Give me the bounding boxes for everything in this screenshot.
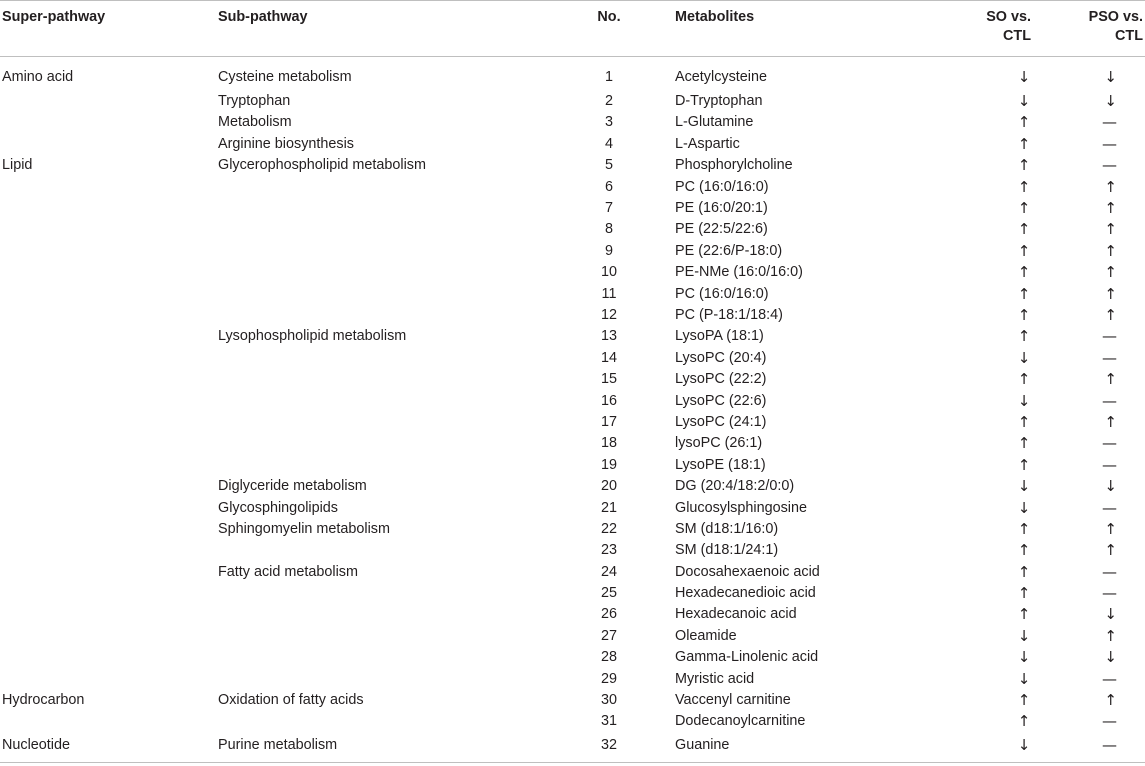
cell-no: 14 bbox=[600, 349, 617, 366]
cell-metabolite: Hexadecanedioic acid bbox=[675, 585, 816, 602]
cell-super-pathway bbox=[0, 304, 218, 325]
cell-super-pathway bbox=[0, 262, 218, 283]
cell-sub-pathway bbox=[218, 668, 543, 689]
cell-metabolite: PC (P-18:1/18:4) bbox=[675, 306, 783, 323]
cell-so-vs-ctl: ↓ bbox=[1017, 348, 1031, 367]
cell-metabolite: Guanine bbox=[675, 732, 919, 762]
cell-no: 4 bbox=[604, 135, 613, 152]
table-row bbox=[0, 90, 1145, 111]
table-row bbox=[0, 711, 1145, 732]
cell-sub-pathway bbox=[218, 390, 543, 411]
cell-metabolite: LysoPC (22:2) bbox=[675, 371, 767, 388]
cell-super-pathway bbox=[0, 368, 218, 389]
cell-no: 7 bbox=[604, 200, 613, 217]
table-row bbox=[0, 133, 1145, 154]
cell-pso-vs-ctl: ↑ bbox=[1104, 177, 1117, 196]
cell-so-vs-ctl: ↓ bbox=[1017, 648, 1031, 667]
cell-no: 21 bbox=[600, 499, 617, 516]
cell-metabolite: PE (16:0/20:1) bbox=[675, 200, 768, 217]
table-row bbox=[0, 283, 1145, 304]
header-so-vs-ctl-line2: CTL bbox=[1003, 28, 1031, 44]
cell-so-vs-ctl: ↑ bbox=[1017, 562, 1031, 581]
cell-pso-vs-ctl: — bbox=[1102, 113, 1117, 132]
cell-so-vs-ctl: ↑ bbox=[1017, 434, 1031, 453]
cell-no: 16 bbox=[600, 392, 617, 409]
cell-no: 28 bbox=[600, 649, 617, 666]
cell-sub-pathway bbox=[218, 283, 543, 304]
cell-metabolite: PC (16:0/16:0) bbox=[675, 178, 769, 195]
cell-sub-pathway bbox=[218, 219, 543, 240]
cell-metabolite: PE (22:6/P-18:0) bbox=[675, 242, 783, 259]
cell-metabolite: D-Tryptophan bbox=[675, 93, 763, 110]
cell-super-pathway bbox=[0, 112, 218, 133]
cell-super-pathway: Lipid bbox=[2, 157, 33, 174]
cell-sub-pathway: Cysteine metabolism bbox=[218, 68, 352, 85]
cell-metabolite: Glucosylsphingosine bbox=[675, 499, 807, 516]
cell-sub-pathway: Lysophospholipid metabolism bbox=[218, 328, 407, 345]
cell-pso-vs-ctl: ↑ bbox=[1104, 412, 1117, 431]
cell-so-vs-ctl: ↑ bbox=[1017, 134, 1031, 153]
cell-super-pathway bbox=[0, 90, 218, 111]
cell-pso-vs-ctl: ↑ bbox=[1104, 305, 1117, 324]
cell-super-pathway bbox=[0, 133, 218, 154]
cell-pso-vs-ctl: — bbox=[1102, 455, 1117, 474]
cell-sub-pathway: Glycerophospholipid metabolism bbox=[218, 157, 426, 174]
cell-so-vs-ctl: ↑ bbox=[1017, 691, 1031, 710]
cell-metabolite: Dodecanoylcarnitine bbox=[675, 713, 806, 730]
cell-pso-vs-ctl: — bbox=[1102, 712, 1117, 731]
cell-sub-pathway bbox=[218, 304, 543, 325]
table-row bbox=[0, 604, 1145, 625]
cell-sub-pathway bbox=[218, 411, 543, 432]
cell-no: 10 bbox=[600, 264, 617, 281]
cell-sub-pathway bbox=[218, 347, 543, 368]
cell-sub-pathway: Diglyceride metabolism bbox=[218, 478, 367, 495]
table-row bbox=[0, 347, 1145, 368]
cell-so-vs-ctl: ↓ bbox=[1017, 626, 1031, 645]
cell-so-vs-ctl: ↓ bbox=[1017, 391, 1031, 410]
cell-sub-pathway bbox=[218, 262, 543, 283]
cell-sub-pathway bbox=[218, 582, 543, 603]
cell-sub-pathway bbox=[218, 711, 543, 732]
cell-metabolite: lysoPC (26:1) bbox=[675, 435, 763, 452]
cell-no: 31 bbox=[600, 713, 617, 730]
cell-no: 30 bbox=[600, 692, 617, 709]
table-row bbox=[0, 582, 1145, 603]
cell-so-vs-ctl: ↓ bbox=[1017, 477, 1031, 496]
table-row bbox=[0, 112, 1145, 133]
cell-metabolite: PE (22:5/22:6) bbox=[675, 221, 768, 238]
cell-super-pathway bbox=[0, 411, 218, 432]
header-so-vs-ctl-line1: SO vs. bbox=[986, 9, 1031, 25]
cell-so-vs-ctl: ↑ bbox=[1017, 220, 1031, 239]
cell-no: 9 bbox=[604, 242, 613, 259]
cell-pso-vs-ctl: ↑ bbox=[1104, 220, 1117, 239]
table-row bbox=[0, 732, 1145, 762]
table-row bbox=[0, 176, 1145, 197]
cell-super-pathway bbox=[0, 283, 218, 304]
cell-metabolite: Acetylcysteine bbox=[675, 68, 767, 85]
header-pso-vs-ctl bbox=[1059, 1, 1145, 57]
cell-pso-vs-ctl: ↑ bbox=[1104, 263, 1117, 282]
cell-no: 24 bbox=[600, 563, 617, 580]
cell-metabolite: LysoPC (20:4) bbox=[675, 349, 767, 366]
cell-so-vs-ctl: ↓ bbox=[1017, 498, 1031, 517]
cell-no: 27 bbox=[600, 627, 617, 644]
cell-so-vs-ctl: ↑ bbox=[1017, 284, 1031, 303]
cell-sub-pathway bbox=[218, 625, 543, 646]
cell-so-vs-ctl: ↑ bbox=[1017, 113, 1031, 132]
cell-so-vs-ctl: ↓ bbox=[1017, 669, 1031, 688]
cell-sub-pathway: Tryptophan bbox=[218, 93, 291, 110]
cell-pso-vs-ctl: ↑ bbox=[1104, 519, 1117, 538]
cell-pso-vs-ctl: — bbox=[1102, 584, 1117, 603]
cell-so-vs-ctl: ↑ bbox=[1017, 199, 1031, 218]
cell-pso-vs-ctl: — bbox=[1102, 156, 1117, 175]
cell-metabolite: Gamma-Linolenic acid bbox=[675, 649, 819, 666]
cell-no: 29 bbox=[600, 670, 617, 687]
cell-sub-pathway: Sphingomyelin metabolism bbox=[218, 520, 390, 537]
cell-so-vs-ctl: ↑ bbox=[1017, 177, 1031, 196]
table-row bbox=[0, 561, 1145, 582]
cell-pso-vs-ctl: ↑ bbox=[1104, 691, 1117, 710]
cell-metabolite: L-Aspartic bbox=[675, 135, 740, 152]
cell-super-pathway: Nucleotide bbox=[0, 732, 218, 762]
table-row bbox=[0, 475, 1145, 496]
header-metabolites: Metabolites bbox=[675, 1, 919, 57]
table-row bbox=[0, 240, 1145, 261]
cell-super-pathway bbox=[0, 326, 218, 347]
cell-no: 8 bbox=[604, 221, 613, 238]
cell-so-vs-ctl: ↑ bbox=[1017, 305, 1031, 324]
cell-sub-pathway bbox=[218, 176, 543, 197]
cell-so-vs-ctl: ↑ bbox=[1017, 584, 1031, 603]
cell-so-vs-ctl: ↑ bbox=[1017, 156, 1031, 175]
header-so-vs-ctl bbox=[919, 1, 1059, 57]
cell-super-pathway: Hydrocarbon bbox=[2, 692, 85, 709]
table-row bbox=[0, 433, 1145, 454]
cell-sub-pathway bbox=[218, 454, 543, 475]
cell-super-pathway bbox=[0, 497, 218, 518]
cell-metabolite: LysoPA (18:1) bbox=[675, 328, 764, 345]
cell-so-vs-ctl: ↑ bbox=[1017, 241, 1031, 260]
cell-no: 17 bbox=[600, 413, 617, 430]
cell-metabolite: DG (20:4/18:2/0:0) bbox=[675, 478, 795, 495]
cell-pso-vs-ctl: — bbox=[1102, 348, 1117, 367]
cell-pso-vs-ctl: ↑ bbox=[1104, 199, 1117, 218]
cell-pso-vs-ctl: — bbox=[1102, 134, 1117, 153]
cell-pso-vs-ctl: ↑ bbox=[1104, 284, 1117, 303]
cell-no: 26 bbox=[600, 606, 617, 623]
cell-metabolite: Hexadecanoic acid bbox=[675, 606, 797, 623]
cell-super-pathway bbox=[0, 668, 218, 689]
cell-sub-pathway: Fatty acid metabolism bbox=[218, 563, 358, 580]
cell-super-pathway bbox=[0, 604, 218, 625]
header-no: No. bbox=[543, 1, 675, 57]
cell-no: 11 bbox=[601, 285, 617, 302]
cell-pso-vs-ctl: ↓ bbox=[1104, 477, 1117, 496]
cell-super-pathway bbox=[0, 475, 218, 496]
cell-so-vs-ctl: ↑ bbox=[1017, 541, 1031, 560]
cell-super-pathway bbox=[0, 240, 218, 261]
cell-no: 18 bbox=[600, 435, 617, 452]
cell-super-pathway bbox=[0, 711, 218, 732]
cell-sub-pathway bbox=[218, 368, 543, 389]
cell-sub-pathway: Glycosphingolipids bbox=[218, 499, 338, 516]
cell-pso-vs-ctl: — bbox=[1102, 434, 1117, 453]
cell-metabolite: Oleamide bbox=[675, 627, 737, 644]
header-pso-vs-ctl-line2: CTL bbox=[1115, 28, 1143, 44]
cell-sub-pathway bbox=[218, 604, 543, 625]
table-row bbox=[0, 368, 1145, 389]
cell-metabolite: Phosphorylcholine bbox=[675, 157, 793, 174]
cell-no: 13 bbox=[600, 328, 617, 345]
cell-metabolite: SM (d18:1/24:1) bbox=[675, 542, 779, 559]
cell-pso-vs-ctl: ↑ bbox=[1104, 370, 1117, 389]
cell-pso-vs-ctl: — bbox=[1102, 498, 1117, 517]
table-row bbox=[0, 155, 1145, 176]
table-row bbox=[0, 518, 1145, 539]
cell-pso-vs-ctl: — bbox=[1102, 562, 1117, 581]
cell-pso-vs-ctl: — bbox=[1059, 732, 1145, 762]
table-row bbox=[0, 668, 1145, 689]
cell-pso-vs-ctl: — bbox=[1102, 327, 1117, 346]
cell-metabolite: LysoPC (22:6) bbox=[675, 392, 767, 409]
cell-so-vs-ctl: ↑ bbox=[1017, 370, 1031, 389]
cell-sub-pathway bbox=[218, 240, 543, 261]
table-row bbox=[0, 219, 1145, 240]
cell-pso-vs-ctl: ↑ bbox=[1104, 626, 1117, 645]
header-super-pathway: Super-pathway bbox=[0, 1, 218, 57]
cell-sub-pathway: Arginine biosynthesis bbox=[218, 135, 354, 152]
header-sub-pathway: Sub-pathway bbox=[218, 1, 543, 57]
cell-no: 15 bbox=[600, 371, 617, 388]
cell-so-vs-ctl: ↑ bbox=[1017, 455, 1031, 474]
cell-metabolite: SM (d18:1/16:0) bbox=[675, 520, 779, 537]
header-pso-vs-ctl-line1: PSO vs. bbox=[1088, 9, 1143, 25]
cell-super-pathway bbox=[0, 625, 218, 646]
cell-super-pathway: Amino acid bbox=[2, 68, 74, 85]
cell-no: 12 bbox=[600, 306, 617, 323]
cell-so-vs-ctl: ↑ bbox=[1017, 263, 1031, 282]
cell-so-vs-ctl: ↑ bbox=[1017, 327, 1031, 346]
cell-no: 22 bbox=[600, 520, 617, 537]
table-row bbox=[0, 262, 1145, 283]
cell-pso-vs-ctl: — bbox=[1102, 669, 1117, 688]
table-row bbox=[0, 326, 1145, 347]
cell-pso-vs-ctl: ↑ bbox=[1104, 241, 1117, 260]
cell-metabolite: L-Glutamine bbox=[675, 114, 754, 131]
cell-no: 5 bbox=[604, 157, 613, 174]
table-row bbox=[0, 497, 1145, 518]
cell-pso-vs-ctl: ↑ bbox=[1104, 541, 1117, 560]
table-row bbox=[0, 197, 1145, 218]
cell-so-vs-ctl: ↑ bbox=[1017, 712, 1031, 731]
cell-super-pathway bbox=[0, 197, 218, 218]
table-row bbox=[0, 57, 1145, 91]
table-row bbox=[0, 647, 1145, 668]
cell-metabolite: Docosahexaenoic acid bbox=[675, 563, 820, 580]
cell-super-pathway bbox=[0, 176, 218, 197]
cell-so-vs-ctl: ↓ bbox=[1017, 92, 1031, 111]
cell-sub-pathway: Oxidation of fatty acids bbox=[218, 692, 364, 709]
cell-metabolite: Vaccenyl carnitine bbox=[675, 692, 791, 709]
cell-pso-vs-ctl: — bbox=[1102, 391, 1117, 410]
cell-sub-pathway bbox=[218, 197, 543, 218]
table-header bbox=[0, 1, 1145, 57]
table-body bbox=[0, 57, 1145, 763]
cell-super-pathway bbox=[0, 219, 218, 240]
cell-super-pathway bbox=[0, 433, 218, 454]
table-row bbox=[0, 454, 1145, 475]
cell-super-pathway bbox=[0, 647, 218, 668]
cell-metabolite: LysoPC (24:1) bbox=[675, 413, 767, 430]
cell-no: 19 bbox=[600, 456, 617, 473]
cell-super-pathway bbox=[0, 518, 218, 539]
cell-pso-vs-ctl: ↓ bbox=[1104, 67, 1117, 86]
table-row bbox=[0, 540, 1145, 561]
cell-so-vs-ctl: ↑ bbox=[1017, 605, 1031, 624]
cell-super-pathway bbox=[0, 561, 218, 582]
cell-metabolite: LysoPE (18:1) bbox=[675, 456, 766, 473]
cell-pso-vs-ctl: ↓ bbox=[1104, 605, 1117, 624]
cell-super-pathway bbox=[0, 454, 218, 475]
cell-super-pathway bbox=[0, 540, 218, 561]
cell-no: 2 bbox=[604, 93, 613, 110]
cell-metabolite: PC (16:0/16:0) bbox=[675, 285, 769, 302]
cell-no: 6 bbox=[604, 178, 613, 195]
cell-sub-pathway bbox=[218, 540, 543, 561]
cell-metabolite: Myristic acid bbox=[675, 670, 755, 687]
cell-sub-pathway bbox=[218, 433, 543, 454]
cell-sub-pathway: Purine metabolism bbox=[218, 732, 543, 762]
table-row bbox=[0, 304, 1145, 325]
cell-no: 25 bbox=[600, 585, 617, 602]
cell-no: 1 bbox=[604, 68, 613, 85]
cell-so-vs-ctl: ↓ bbox=[1017, 67, 1031, 86]
cell-pso-vs-ctl: ↓ bbox=[1104, 648, 1117, 667]
cell-super-pathway bbox=[0, 582, 218, 603]
table-row bbox=[0, 411, 1145, 432]
cell-sub-pathway: Metabolism bbox=[218, 114, 292, 131]
cell-metabolite: PE-NMe (16:0/16:0) bbox=[675, 264, 803, 281]
cell-super-pathway bbox=[0, 347, 218, 368]
cell-so-vs-ctl: ↓ bbox=[919, 732, 1059, 762]
cell-so-vs-ctl: ↑ bbox=[1017, 519, 1031, 538]
cell-no: 3 bbox=[604, 114, 613, 131]
table-row bbox=[0, 625, 1145, 646]
cell-super-pathway bbox=[0, 390, 218, 411]
cell-no: 23 bbox=[600, 542, 617, 559]
cell-no: 32 bbox=[543, 732, 675, 762]
cell-so-vs-ctl: ↑ bbox=[1017, 412, 1031, 431]
table-row bbox=[0, 390, 1145, 411]
cell-pso-vs-ctl: ↓ bbox=[1104, 92, 1117, 111]
table-row bbox=[0, 689, 1145, 710]
cell-sub-pathway bbox=[218, 647, 543, 668]
cell-no: 20 bbox=[600, 478, 617, 495]
header-row bbox=[0, 1, 1145, 57]
